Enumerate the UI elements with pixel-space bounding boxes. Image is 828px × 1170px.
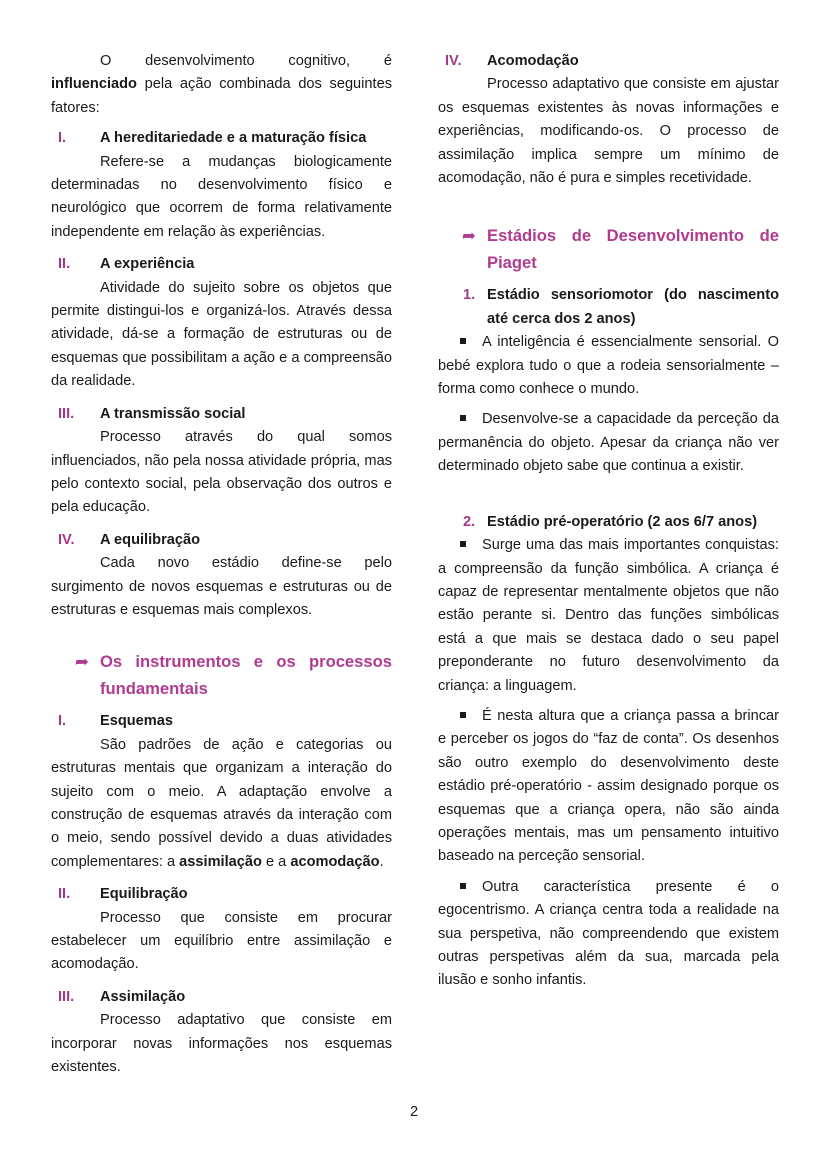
acomodacao-text: Processo adaptativo que consiste em ajustar os esquemas existentes às novas informações e experiências, modificando-os. O processo de assimilação implica sempre um mínimo de acomodação, não é pura e simples recetividade. [438,76,779,187]
intro-text: O desenvolvimento cognitivo, é [100,53,392,69]
stage-2-bullet-1: Surge uma das mais importantes conquistas: a compreensão da função simbólica. A criança é capaz de representar mentalmente objetos que não estão perante si. Dentro das funções simbólicas está a que mais se destaca dado o seu papel preponderante no futuro desenvolvimento da criança: a linguagem. [438,537,779,694]
intro-paragraph [51,50,392,120]
section-heading-stages: ➦ Estádios de Desenvolvimento de Piaget [438,222,779,276]
instrument-2-text: Processo que consiste em procurar estabelecer um equilíbrio entre assimilação e acomodação. [51,909,392,973]
factor-4-heading: IV. A equilibração [58,531,201,548]
factor-2-heading: II. A experiência [58,256,195,273]
intro-text-end: pela ação combinada dos seguintes fatores: [51,76,392,116]
stage-2-bullet-3: Outra característica presente é o egocentrismo. A criança centra toda a realidade na sua perspetiva, não compreendendo que existem outras perspetivas além da sua, marcada pela ilusão e sonho infantis. [438,878,779,989]
right-column [438,50,779,993]
square-bullet-icon [460,338,466,344]
instrument-1-heading: I. Esquemas [58,713,174,730]
acomodacao-heading: IV. Acomodação [445,53,579,69]
page-number: 2 [409,1104,419,1120]
factor-1-heading: I. A hereditariedade e a maturação física [58,130,367,147]
arrow-bullet-icon: ➦ [462,226,476,246]
arrow-bullet-icon: ➦ [75,652,89,672]
section-heading-instruments: ➦ Os instrumentos e os processos fundamentais [51,648,392,702]
stage-1-heading: 1. Estádio sensoriomotor (do nascimento até cerca dos 2 anos) [463,287,779,327]
instrument-2-heading: II. Equilibração [58,886,188,903]
stage-1-bullet-1: A inteligência é essencialmente sensorial. O bebé explora tudo o que a rodeia sensorialmente – forma como conhece o mundo. [438,334,779,398]
instrument-3-text: Processo adaptativo que consiste em incorporar novas informações nos esquemas existentes. [51,1012,392,1076]
instrument-1-text: São padrões de ação e categorias ou estruturas mentais que organizam a interação do sujeito com o meio. A adaptação envolve a construção de esquemas através da interação com o meio, sendo possível devido a duas atividades complementares: a assimilação e a acomodação. [51,736,392,870]
stage-2-bullet-2: É nesta altura que a criança passa a brincar e perceber os jogos do “faz de conta”. Os desenhos são outro exemplo do desenvolvimento deste estádio pré-operatório - assim designado porque os esquemas que a criança opera, não são ainda operações mentais, mas um pensamento intuitivo baseado na perceção sensorial. [438,707,779,865]
square-bullet-icon [460,415,466,421]
instrument-3-heading: III. Assimilação [58,988,186,1005]
intro-bold: influenciado [51,76,137,93]
square-bullet-icon [460,883,466,889]
stage-2-heading: 2. Estádio pré-operatório (2 aos 6/7 anos) [463,513,758,530]
stage-1-bullet-2: Desenvolve-se a capacidade da perceção da permanência do objeto. Apesar da criança não ver determinado objeto sabe que continua a existir. [438,411,779,475]
square-bullet-icon [460,541,466,547]
factor-1-text: Refere-se a mudanças biologicamente determinadas no desenvolvimento físico e neurológico que ocorrem de forma relativamente independente em relação às experiências. [51,153,392,240]
factor-3-text: Processo através do qual somos influenciados, não pela nossa atividade própria, mas pelo contexto social, pela observação dos outros e pela educação. [51,429,392,516]
factor-3-heading: III. A transmissão social [58,405,246,422]
factor-4-text: Cada novo estádio define-se pelo surgimento de novos esquemas e estruturas ou de estruturas e esquemas mais complexos. [51,555,392,618]
left-column [51,50,392,1079]
factor-2-text: Atividade do sujeito sobre os objetos que permite distingui-los e organizá-los. Através dessa atividade, dá-se a formação de estruturas ou de esquemas que possibilitam a ação e a compreensão da realidade. [51,279,392,390]
square-bullet-icon [460,712,466,718]
